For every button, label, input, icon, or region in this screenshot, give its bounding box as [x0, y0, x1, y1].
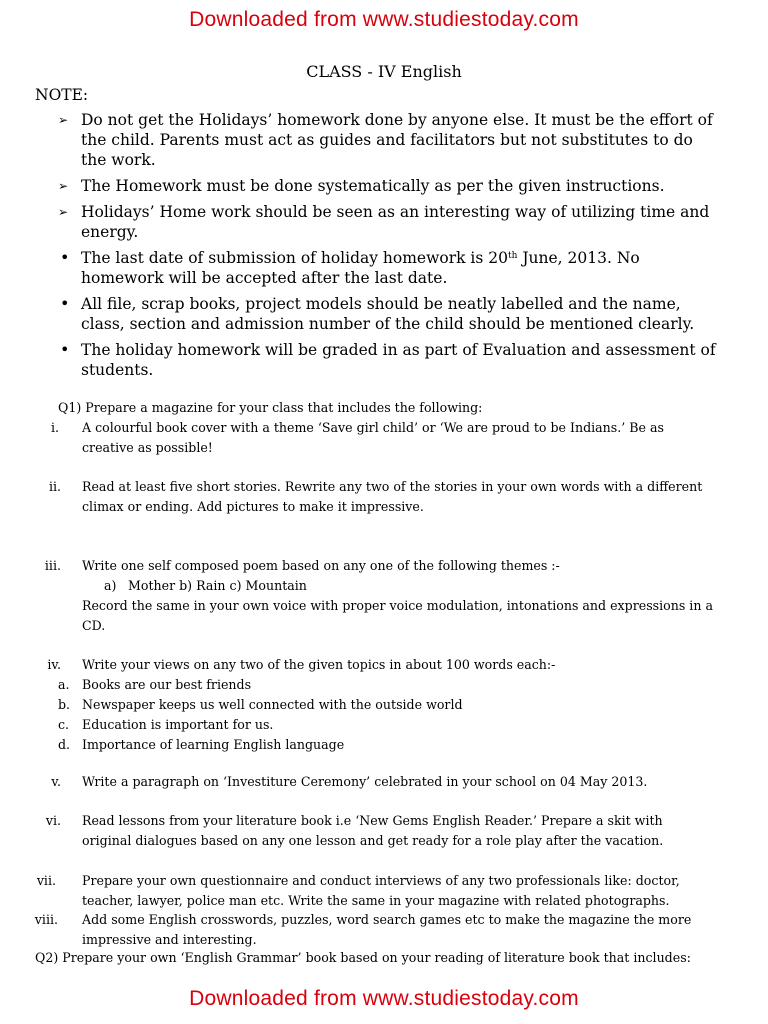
sub-text: Newspaper keeps us well connected with the outside world [82, 697, 463, 712]
item-number: ii. [48, 479, 61, 494]
sub-text: Education is important for us. [82, 717, 274, 732]
note-item [58, 176, 718, 196]
note-item [58, 248, 718, 288]
arrow-bullet-icon: ➢ [58, 205, 69, 219]
dot-bullet-icon: • [60, 340, 70, 359]
q1-heading: Q1) Prepare a magazine for your class that includes the following: [58, 400, 483, 415]
note-text: All file, scrap books, project models should be neatly labelled and the name, class, section and admission number of the child should be mentioned clearly. [81, 295, 695, 333]
note-text: Holidays’ Home work should be seen as an interesting way of utilizing time and energy. [81, 203, 710, 241]
dot-bullet-icon: • [60, 294, 70, 313]
item-number: i. [50, 420, 59, 435]
item-text: Prepare your own questionnaire and conduct interviews of any two professionals like: doctor, teacher, lawyer, police man etc. Write the same in your magazine with related photographs. [82, 873, 680, 908]
item-number: v. [51, 774, 61, 789]
ordinal-suffix: th [507, 251, 518, 261]
arrow-bullet-icon: ➢ [58, 113, 69, 127]
item-text: Read at least five short stories. Rewrite any two of the stories in your own words with a different climax or ending. Add pictures to make it impressive. [82, 479, 703, 514]
sub-text: Importance of learning English language [82, 737, 345, 752]
note-text: The holiday homework will be graded in as part of Evaluation and assessment of students. [81, 341, 716, 379]
download-banner-top: Downloaded from www.studiestoday.com [189, 8, 579, 31]
item-text: Write one self composed poem based on any one of the following themes :- [82, 558, 560, 573]
item-text: Write a paragraph on ‘Investiture Ceremony’ celebrated in your school on 04 May 2013. [82, 774, 648, 789]
item-number: vi. [45, 813, 61, 828]
item-number: vii. [36, 873, 56, 888]
q2-heading: Q2) Prepare your own ‘English Grammar’ book based on your reading of literature book that includes: [35, 950, 691, 965]
sub-letter: d. [58, 737, 71, 752]
item-text: Read lessons from your literature book i.e ‘New Gems English Reader.’ Prepare a skit with original dialogues based on any one lesson and get ready for a role play after the vacation. [82, 813, 664, 848]
download-banner-bottom: Downloaded from www.studiestoday.com [189, 987, 579, 1010]
item-number: iii. [44, 558, 61, 573]
item-text-continued: Record the same in your own voice with proper voice modulation, intonations and expressions in a CD. [82, 598, 713, 633]
sub-text: Mother b) Rain c) Mountain [128, 578, 307, 593]
page-title: CLASS - IV English [306, 62, 462, 81]
arrow-bullet-icon: ➢ [58, 179, 69, 193]
item-text: Write your views on any two of the given topics in about 100 words each:- [82, 657, 556, 672]
item-text: A colourful book cover with a theme ‘Save girl child’ or ‘We are proud to be Indians.’ Be as creative as possible! [82, 420, 664, 455]
note-text: Do not get the Holidays’ homework done by anyone else. It must be the effort of the child. Parents must act as guides and facilitators but not substitutes to do the work. [81, 111, 713, 169]
note-item [58, 340, 718, 380]
item-text: Add some English crosswords, puzzles, word search games etc to make the magazine the more impressive and interesting. [82, 912, 692, 947]
notes-list [58, 110, 718, 386]
note-item [58, 294, 718, 334]
note-text: The last date of submission of holiday homework is 20th June, 2013. No homework will be accepted after the last date. [81, 249, 640, 287]
note-item [58, 202, 718, 242]
sub-letter: c. [58, 717, 70, 732]
sub-letter: b. [58, 697, 71, 712]
note-item [58, 110, 718, 170]
sub-text: Books are our best friends [82, 677, 252, 692]
sub-letter: a) [104, 578, 117, 593]
dot-bullet-icon: • [60, 248, 70, 267]
item-number: iv. [47, 657, 61, 672]
note-label: NOTE: [35, 86, 89, 104]
note-text: The Homework must be done systematically as per the given instructions. [81, 177, 665, 195]
item-number: viii. [34, 912, 58, 927]
sub-letter: a. [58, 677, 70, 692]
